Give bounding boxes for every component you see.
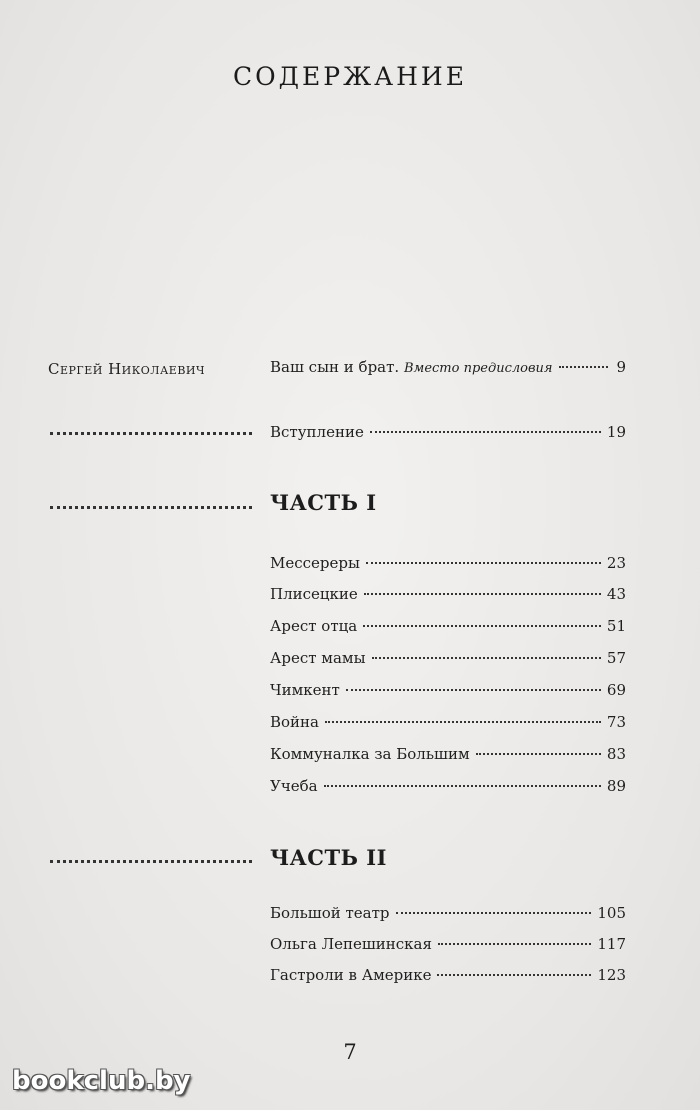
toc-page-number: 51 xyxy=(606,617,626,635)
author-name: Сергей Николаевич xyxy=(48,360,206,378)
toc-entry-label: Война xyxy=(270,713,319,731)
toc-entry-label: Большой театр xyxy=(270,904,390,922)
toc-entry[interactable] xyxy=(270,617,626,643)
toc-entry-introduction[interactable] xyxy=(270,423,626,449)
leader-dots xyxy=(437,974,591,976)
toc-page-number: 83 xyxy=(606,745,626,763)
toc-page-number: 89 xyxy=(606,777,626,795)
toc-entry[interactable] xyxy=(270,554,626,580)
toc-entry-label: Арест мамы xyxy=(270,649,366,667)
toc-entry-label: Арест отца xyxy=(270,617,358,635)
toc-entry-label: Коммуналка за Большим xyxy=(270,745,470,763)
left-dotted-rule xyxy=(50,860,252,863)
toc-page-number: 43 xyxy=(606,585,626,603)
toc-entry-label: Вступление xyxy=(270,423,364,441)
toc-entry-label: Ваш сын и брат. Вместо предисловия xyxy=(270,358,553,376)
leader-dots xyxy=(438,943,591,945)
leader-dots xyxy=(396,912,592,914)
toc-entry[interactable] xyxy=(270,681,626,707)
leader-dots xyxy=(370,431,601,433)
toc-page-number: 123 xyxy=(597,966,626,984)
toc-entry[interactable] xyxy=(270,966,626,992)
toc-entry-label: Мессереры xyxy=(270,554,360,572)
leader-dots xyxy=(559,366,608,368)
left-dotted-rule xyxy=(50,506,252,509)
toc-entry-label: Гастроли в Америке xyxy=(270,966,432,984)
toc-page-number: 73 xyxy=(606,713,626,731)
toc-entry-label: Плисецкие xyxy=(270,585,358,603)
leader-dots xyxy=(364,593,601,595)
toc-entry-label: Ольга Лепешинская xyxy=(270,935,432,953)
toc-entry-note: Вместо предисловия xyxy=(403,361,553,376)
toc-entry[interactable] xyxy=(270,904,626,930)
part-heading-2: ЧАСТЬ II xyxy=(270,845,387,870)
leader-dots xyxy=(363,625,601,627)
part-heading-1: ЧАСТЬ I xyxy=(270,490,377,515)
toc-entry-label: Учеба xyxy=(270,777,318,795)
toc-page-number: 69 xyxy=(606,681,626,699)
leader-dots xyxy=(324,785,601,787)
leader-dots xyxy=(476,753,601,755)
toc-entry-preface[interactable] xyxy=(270,358,626,384)
leader-dots xyxy=(366,562,601,564)
leader-dots xyxy=(325,721,601,723)
left-dotted-rule xyxy=(50,432,252,435)
page-number: 7 xyxy=(343,1040,357,1064)
toc-page-number: 105 xyxy=(597,904,626,922)
toc-entry[interactable] xyxy=(270,777,626,803)
page-title: СОДЕРЖАНИЕ xyxy=(233,62,467,91)
toc-page-number: 9 xyxy=(616,358,626,376)
toc-entry[interactable] xyxy=(270,713,626,739)
site-watermark: bookclub.by xyxy=(12,1066,191,1096)
leader-dots xyxy=(372,657,601,659)
toc-page-number: 57 xyxy=(606,649,626,667)
toc-entry[interactable] xyxy=(270,585,626,611)
leader-dots xyxy=(346,689,601,691)
toc-entry[interactable] xyxy=(270,935,626,961)
toc-page-number: 19 xyxy=(606,423,626,441)
toc-page-number: 117 xyxy=(597,935,626,953)
toc-entry[interactable] xyxy=(270,649,626,675)
toc-page-number: 23 xyxy=(606,554,626,572)
toc-entry[interactable] xyxy=(270,745,626,771)
toc-entry-label: Чимкент xyxy=(270,681,340,699)
